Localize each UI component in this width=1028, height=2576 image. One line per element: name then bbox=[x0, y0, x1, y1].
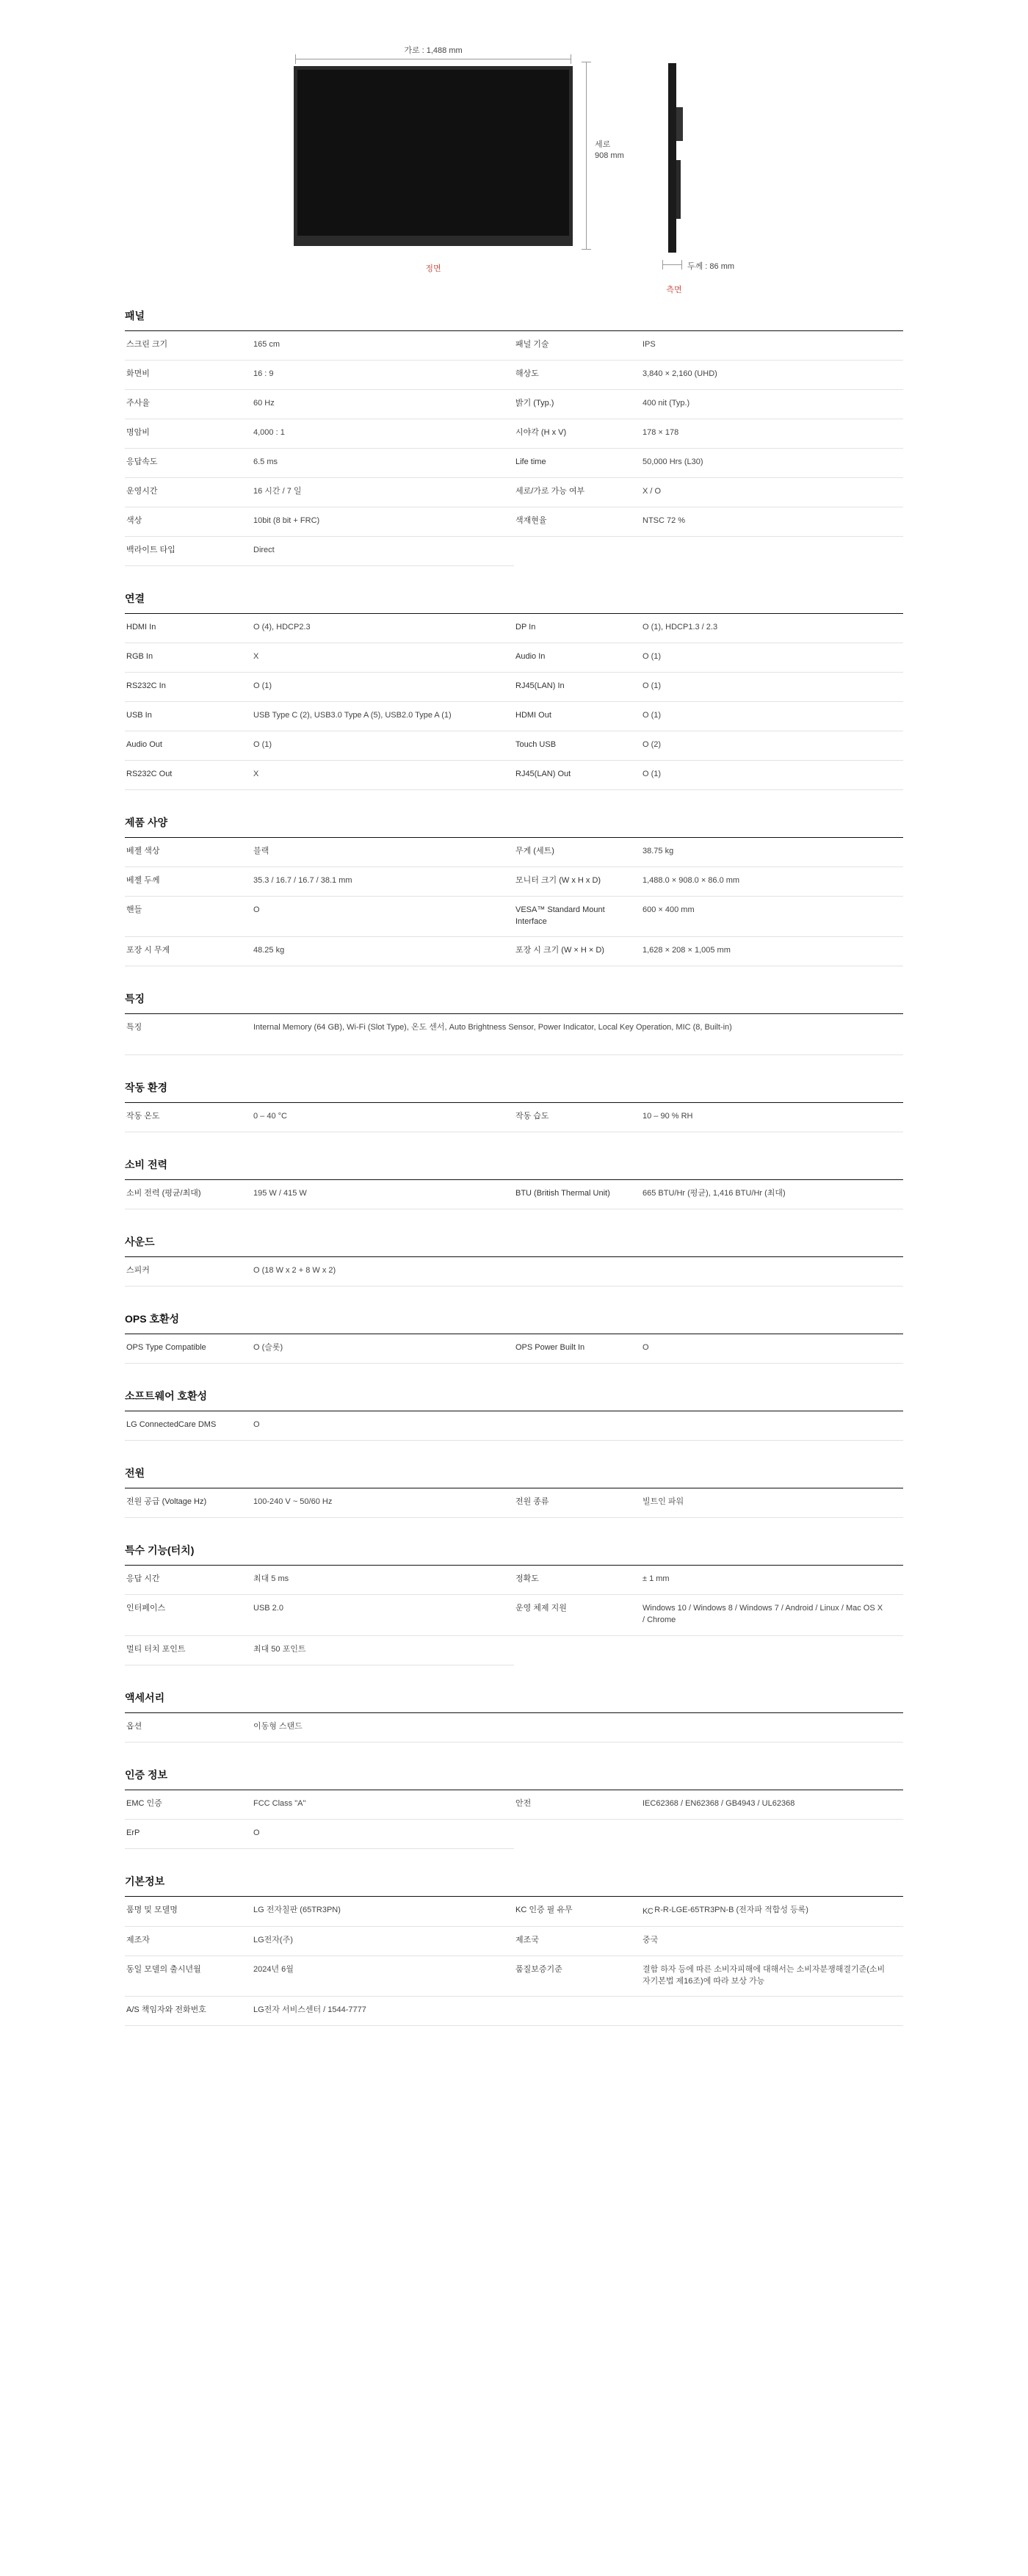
spec-row bbox=[514, 1334, 903, 1364]
spec-row bbox=[514, 331, 903, 361]
spec-row-group bbox=[125, 331, 903, 566]
spec-label: 베젤 색상 bbox=[126, 847, 160, 855]
spec-label: BTU (British Thermal Unit) bbox=[515, 1188, 610, 1198]
spec-label: 시야각 (H x V) bbox=[515, 428, 567, 437]
spec-section bbox=[125, 991, 903, 1055]
spec-row bbox=[125, 1595, 514, 1636]
spec-value: FCC Class "A" bbox=[253, 1798, 306, 1808]
spec-label: ErP bbox=[126, 1828, 140, 1837]
spec-value: 4,000 : 1 bbox=[253, 428, 285, 437]
spec-value: O (1) bbox=[253, 740, 272, 749]
spec-label: OPS Type Compatible bbox=[126, 1342, 206, 1352]
section-title: 전원 bbox=[125, 1466, 903, 1488]
spec-value: 16 시간 / 7 일 bbox=[253, 487, 302, 496]
spec-row bbox=[514, 1595, 903, 1636]
spec-row-group bbox=[125, 1334, 903, 1364]
spec-label: 품질보증기준 bbox=[515, 1964, 562, 1974]
spec-row bbox=[125, 1014, 903, 1055]
spec-label: 작동 습도 bbox=[515, 1111, 549, 1121]
spec-value: Windows 10 / Windows 8 / Windows 7 / Android / Linux / Mac OS X / Chrome bbox=[642, 1603, 883, 1624]
spec-label: 응답 시간 bbox=[126, 1574, 160, 1583]
spec-value: 48.25 kg bbox=[253, 945, 285, 955]
depth-dimension-line bbox=[662, 264, 681, 265]
spec-label: 해상도 bbox=[515, 369, 539, 378]
spec-label: LG ConnectedCare DMS bbox=[126, 1419, 217, 1429]
height-dimension-label-line2: 908 mm bbox=[595, 151, 624, 160]
spec-value: 50,000 Hrs (L30) bbox=[642, 457, 703, 466]
spec-row-group bbox=[125, 1180, 903, 1209]
spec-value: 16 : 9 bbox=[253, 369, 274, 378]
spec-value: USB 2.0 bbox=[253, 1603, 283, 1613]
spec-value: O (1), HDCP1.3 / 2.3 bbox=[642, 623, 718, 632]
depth-dimension-label: 두께 : 86 mm bbox=[687, 262, 735, 271]
monitor-front-view bbox=[294, 66, 573, 246]
spec-label: HDMI Out bbox=[515, 711, 551, 720]
spec-value: NTSC 72 % bbox=[642, 516, 686, 525]
dimension-diagram bbox=[0, 0, 1028, 308]
spec-row bbox=[514, 867, 903, 897]
spec-row bbox=[514, 507, 903, 537]
spec-sections bbox=[125, 308, 903, 2095]
section-title: 특수 기능(터치) bbox=[125, 1543, 903, 1566]
spec-section bbox=[125, 1768, 903, 1849]
spec-value: Internal Memory (64 GB), Wi-Fi (Slot Type), 온도 센서, Auto Brightness Sensor, Power Indicator, Local Key Operation, MIC (8, Built-in) bbox=[253, 1022, 732, 1032]
spec-row bbox=[125, 1488, 514, 1518]
spec-row bbox=[125, 1180, 514, 1209]
spec-value: O (2) bbox=[642, 740, 662, 749]
spec-label: EMC 인증 bbox=[126, 1798, 162, 1808]
spec-row-group bbox=[125, 1488, 903, 1518]
spec-value: O (슬롯) bbox=[253, 1342, 283, 1352]
spec-label: A/S 책임자와 전화번호 bbox=[126, 2005, 206, 2014]
spec-value: LG 전자칠판 (65TR3PN) bbox=[253, 1905, 341, 1914]
spec-label: KC 인증 필 유무 bbox=[515, 1905, 573, 1914]
side-view-caption: 측면 bbox=[666, 286, 682, 294]
spec-value: O bbox=[253, 1828, 260, 1837]
spec-label: 화면비 bbox=[126, 369, 150, 378]
spec-label: RJ45(LAN) In bbox=[515, 681, 565, 690]
spec-label: 전원 공급 (Voltage Hz) bbox=[126, 1497, 207, 1506]
spec-row bbox=[125, 1927, 514, 1956]
spec-label: 운영 체제 지원 bbox=[515, 1603, 567, 1613]
spec-label: 포장 시 무게 bbox=[126, 945, 170, 955]
spec-row-group bbox=[125, 1790, 903, 1849]
spec-row bbox=[125, 702, 514, 731]
spec-section bbox=[125, 1157, 903, 1209]
spec-label: 색상 bbox=[126, 516, 142, 525]
monitor-side-bump-upper bbox=[676, 107, 683, 141]
spec-label: 백라이트 타입 bbox=[126, 546, 175, 554]
spec-label: 포장 시 크기 (W × H × D) bbox=[515, 945, 604, 955]
width-dimension-label: 가로 : 1,488 mm bbox=[404, 46, 463, 55]
spec-label: RJ45(LAN) Out bbox=[515, 770, 571, 778]
spec-row bbox=[125, 1636, 514, 1665]
height-dimension-label bbox=[595, 140, 624, 162]
spec-row bbox=[514, 731, 903, 761]
spec-row-group bbox=[125, 1566, 903, 1665]
width-dimension bbox=[294, 44, 573, 63]
section-title: OPS 호환성 bbox=[125, 1311, 903, 1334]
section-title: 패널 bbox=[125, 308, 903, 331]
spec-value: 178 × 178 bbox=[642, 428, 679, 437]
spec-row bbox=[125, 478, 514, 507]
spec-section bbox=[125, 591, 903, 790]
spec-label: 정확도 bbox=[515, 1574, 539, 1583]
spec-value: 블랙 bbox=[253, 847, 269, 855]
spec-value bbox=[642, 1897, 903, 1926]
spec-label: 스크린 크기 bbox=[126, 340, 168, 349]
spec-value: 최대 5 ms bbox=[253, 1574, 289, 1583]
spec-label: RS232C Out bbox=[126, 770, 173, 778]
spec-value: O (18 W x 2 + 8 W x 2) bbox=[253, 1265, 336, 1275]
depth-dimension bbox=[661, 260, 786, 278]
spec-value: 2024년 6월 bbox=[253, 1964, 294, 1974]
spec-value: O (4), HDCP2.3 bbox=[253, 623, 311, 632]
spec-row bbox=[514, 1488, 903, 1518]
spec-value: 최대 50 포인트 bbox=[253, 1644, 306, 1654]
spec-label: 패널 기술 bbox=[515, 340, 549, 349]
spec-value: 이동형 스탠드 bbox=[253, 1721, 303, 1731]
monitor-screen bbox=[297, 70, 569, 236]
section-title: 소비 전력 bbox=[125, 1157, 903, 1180]
spec-value: 결함 하자 등에 따른 소비자피해에 대해서는 소비자분쟁해결기준(소비자기본법 제16조)에 따라 보상 가능 bbox=[642, 1964, 886, 1986]
height-dimension-line bbox=[586, 62, 587, 250]
spec-row bbox=[514, 673, 903, 702]
width-tick-left bbox=[295, 54, 296, 64]
spec-row bbox=[514, 937, 903, 966]
spec-value: O (1) bbox=[253, 681, 272, 690]
spec-value: O (1) bbox=[642, 652, 662, 661]
spec-label: Touch USB bbox=[515, 740, 557, 749]
spec-row bbox=[125, 390, 514, 419]
spec-value: 38.75 kg bbox=[642, 847, 674, 855]
spec-row bbox=[125, 1411, 903, 1441]
spec-section bbox=[125, 815, 903, 966]
spec-label: 옵션 bbox=[126, 1721, 142, 1731]
spec-row bbox=[125, 761, 514, 790]
spec-section bbox=[125, 1874, 903, 2026]
spec-section bbox=[125, 1234, 903, 1287]
spec-row bbox=[125, 537, 514, 566]
spec-label: 소비 전력 (평균/최대) bbox=[126, 1188, 201, 1198]
spec-row bbox=[125, 1956, 514, 1997]
spec-value: 0 – 40 °C bbox=[253, 1111, 287, 1121]
depth-tick-right bbox=[681, 260, 682, 269]
spec-label: DP In bbox=[515, 623, 536, 632]
spec-row bbox=[514, 1897, 903, 1927]
spec-label: 인터페이스 bbox=[126, 1603, 166, 1613]
spec-row-group bbox=[125, 1257, 903, 1287]
monitor-side-edge bbox=[668, 63, 676, 253]
spec-value: IPS bbox=[642, 340, 656, 349]
spec-label: 제조자 bbox=[126, 1935, 150, 1944]
spec-value: 35.3 / 16.7 / 16.7 / 38.1 mm bbox=[253, 876, 352, 885]
spec-value: 600 × 400 mm bbox=[642, 905, 695, 914]
spec-value: 10 – 90 % RH bbox=[642, 1111, 693, 1121]
spec-section bbox=[125, 1543, 903, 1665]
spec-label: 안전 bbox=[515, 1798, 532, 1808]
spec-row bbox=[125, 507, 514, 537]
spec-row bbox=[125, 419, 514, 449]
spec-section bbox=[125, 1311, 903, 1364]
spec-row bbox=[514, 702, 903, 731]
spec-value: 195 W / 415 W bbox=[253, 1188, 307, 1198]
spec-row bbox=[125, 731, 514, 761]
spec-row bbox=[125, 614, 514, 643]
spec-value: X bbox=[253, 770, 259, 778]
spec-row bbox=[125, 1103, 514, 1132]
spec-value: O bbox=[253, 1419, 260, 1429]
spec-value: 3,840 × 2,160 (UHD) bbox=[642, 369, 717, 378]
spec-label: 주사율 bbox=[126, 399, 150, 408]
section-title: 기본정보 bbox=[125, 1874, 903, 1897]
spec-value: 665 BTU/Hr (평균), 1,416 BTU/Hr (최대) bbox=[642, 1188, 786, 1198]
spec-label: 특징 bbox=[126, 1022, 142, 1032]
spec-label: USB In bbox=[126, 711, 152, 720]
spec-row bbox=[514, 897, 903, 937]
spec-row bbox=[125, 897, 514, 937]
depth-tick-left bbox=[662, 260, 663, 269]
spec-section bbox=[125, 308, 903, 566]
spec-section bbox=[125, 1389, 903, 1441]
spec-row bbox=[514, 1956, 903, 1997]
spec-row bbox=[514, 1566, 903, 1595]
spec-value: O bbox=[642, 1342, 649, 1352]
spec-row bbox=[125, 1713, 903, 1743]
spec-row bbox=[125, 361, 514, 390]
side-view-group bbox=[661, 63, 793, 294]
height-tick-bottom bbox=[582, 249, 591, 250]
spec-row bbox=[125, 449, 514, 478]
spec-value: ± 1 mm bbox=[642, 1574, 670, 1583]
spec-row bbox=[514, 1103, 903, 1132]
spec-label: 밝기 (Typ.) bbox=[515, 399, 554, 408]
section-title: 액세서리 bbox=[125, 1690, 903, 1713]
monitor-side-view bbox=[668, 63, 690, 253]
spec-row bbox=[514, 761, 903, 790]
spec-row bbox=[514, 1790, 903, 1820]
section-title: 작동 환경 bbox=[125, 1080, 903, 1103]
spec-value: 1,488.0 × 908.0 × 86.0 mm bbox=[642, 876, 740, 885]
spec-label: 세로/가로 가능 여부 bbox=[515, 487, 585, 496]
spec-label: 품명 및 모델명 bbox=[126, 1905, 178, 1914]
spec-label: 동일 모델의 출시년월 bbox=[126, 1964, 201, 1974]
section-title: 인증 정보 bbox=[125, 1768, 903, 1790]
spec-label: 멀티 터치 포인트 bbox=[126, 1644, 186, 1654]
spec-label: VESA™ Standard Mount Interface bbox=[515, 905, 605, 926]
spec-row bbox=[514, 643, 903, 673]
front-view-group bbox=[294, 44, 573, 274]
spec-row bbox=[125, 937, 514, 966]
spec-value: 165 cm bbox=[253, 340, 280, 349]
spec-row bbox=[514, 361, 903, 390]
spec-value: X bbox=[253, 652, 259, 661]
spec-label: 스피커 bbox=[126, 1265, 150, 1275]
spec-row-group bbox=[125, 1014, 903, 1055]
spec-label: 명암비 bbox=[126, 428, 150, 437]
spec-value: LG전자(주) bbox=[253, 1935, 293, 1944]
spec-section bbox=[125, 1466, 903, 1518]
spec-label: 색재현율 bbox=[515, 516, 547, 525]
spec-value-text: R-R-LGE-65TR3PN-B (전자파 적합성 등록) bbox=[654, 1905, 808, 1914]
spec-row-group bbox=[125, 1411, 903, 1441]
spec-row bbox=[125, 673, 514, 702]
spec-label: OPS Power Built In bbox=[515, 1342, 585, 1352]
spec-value: Direct bbox=[253, 546, 275, 554]
height-dimension bbox=[582, 60, 634, 251]
section-title: 연결 bbox=[125, 591, 903, 614]
spec-row bbox=[514, 449, 903, 478]
section-title: 제품 사양 bbox=[125, 815, 903, 838]
spec-value: USB Type C (2), USB3.0 Type A (5), USB2.0 Type A (1) bbox=[253, 711, 452, 720]
spec-label: 베젤 두께 bbox=[126, 876, 160, 885]
spec-value: O (1) bbox=[642, 681, 662, 690]
spec-row bbox=[125, 1257, 903, 1287]
spec-label: 전원 종류 bbox=[515, 1497, 549, 1506]
spec-label: RGB In bbox=[126, 652, 153, 661]
section-title: 사운드 bbox=[125, 1234, 903, 1257]
section-title: 소프트웨어 호환성 bbox=[125, 1389, 903, 1411]
spec-value: 60 Hz bbox=[253, 399, 275, 408]
spec-value: X / O bbox=[642, 487, 662, 496]
spec-label: Life time bbox=[515, 457, 546, 466]
spec-row bbox=[125, 1820, 514, 1849]
spec-value: LG전자 서비스센터 / 1544-7777 bbox=[253, 2005, 366, 2014]
spec-row bbox=[514, 838, 903, 867]
spec-label: 모니터 크기 (W x H x D) bbox=[515, 876, 601, 885]
spec-label: Audio Out bbox=[126, 740, 162, 749]
spec-label: 핸들 bbox=[126, 905, 142, 914]
spec-label: HDMI In bbox=[126, 623, 156, 632]
spec-value: O bbox=[253, 905, 260, 914]
spec-row bbox=[125, 1897, 514, 1927]
spec-value: 100-240 V ~ 50/60 Hz bbox=[253, 1497, 333, 1506]
spec-row bbox=[125, 838, 514, 867]
spec-row bbox=[125, 1334, 514, 1364]
spec-row bbox=[514, 614, 903, 643]
spec-row-group bbox=[125, 1713, 903, 1743]
spec-row bbox=[125, 331, 514, 361]
spec-label: 제조국 bbox=[515, 1935, 539, 1944]
section-title: 특징 bbox=[125, 991, 903, 1014]
monitor-side-bump-lower bbox=[676, 160, 681, 219]
spec-label: 운영시간 bbox=[126, 487, 158, 496]
spec-value: 400 nit (Typ.) bbox=[642, 399, 690, 408]
spec-row bbox=[514, 1180, 903, 1209]
spec-row-group bbox=[125, 1897, 903, 2026]
spec-value: O (1) bbox=[642, 770, 662, 778]
spec-row bbox=[514, 478, 903, 507]
spec-row bbox=[125, 643, 514, 673]
spec-section bbox=[125, 1690, 903, 1743]
spec-row bbox=[125, 1566, 514, 1595]
spec-row bbox=[514, 1927, 903, 1956]
spec-row bbox=[514, 390, 903, 419]
spec-value: IEC62368 / EN62368 / GB4943 / UL62368 bbox=[642, 1798, 795, 1808]
front-view-caption: 정면 bbox=[425, 264, 441, 273]
spec-value: O (1) bbox=[642, 711, 662, 720]
spec-label: RS232C In bbox=[126, 681, 166, 690]
spec-row bbox=[125, 1790, 514, 1820]
spec-value: 1,628 × 208 × 1,005 mm bbox=[642, 945, 731, 955]
spec-value: 6.5 ms bbox=[253, 457, 278, 466]
kc-certification-icon: KC bbox=[642, 1906, 654, 1916]
spec-label: 작동 온도 bbox=[126, 1111, 160, 1121]
spec-row bbox=[125, 1997, 903, 2026]
spec-row bbox=[125, 867, 514, 897]
height-dimension-label-line1: 세로 bbox=[595, 140, 611, 149]
spec-value: 10bit (8 bit + FRC) bbox=[253, 516, 320, 525]
spec-value: 빌트인 파워 bbox=[642, 1497, 684, 1506]
spec-label: 응답속도 bbox=[126, 457, 158, 466]
spec-label: Audio In bbox=[515, 652, 546, 661]
spec-section bbox=[125, 1080, 903, 1132]
spec-row-group bbox=[125, 838, 903, 966]
spec-value: 중국 bbox=[642, 1935, 659, 1944]
spec-row-group bbox=[125, 614, 903, 790]
spec-label: 무게 (세트) bbox=[515, 847, 554, 855]
spec-row-group bbox=[125, 1103, 903, 1132]
spec-row bbox=[514, 419, 903, 449]
